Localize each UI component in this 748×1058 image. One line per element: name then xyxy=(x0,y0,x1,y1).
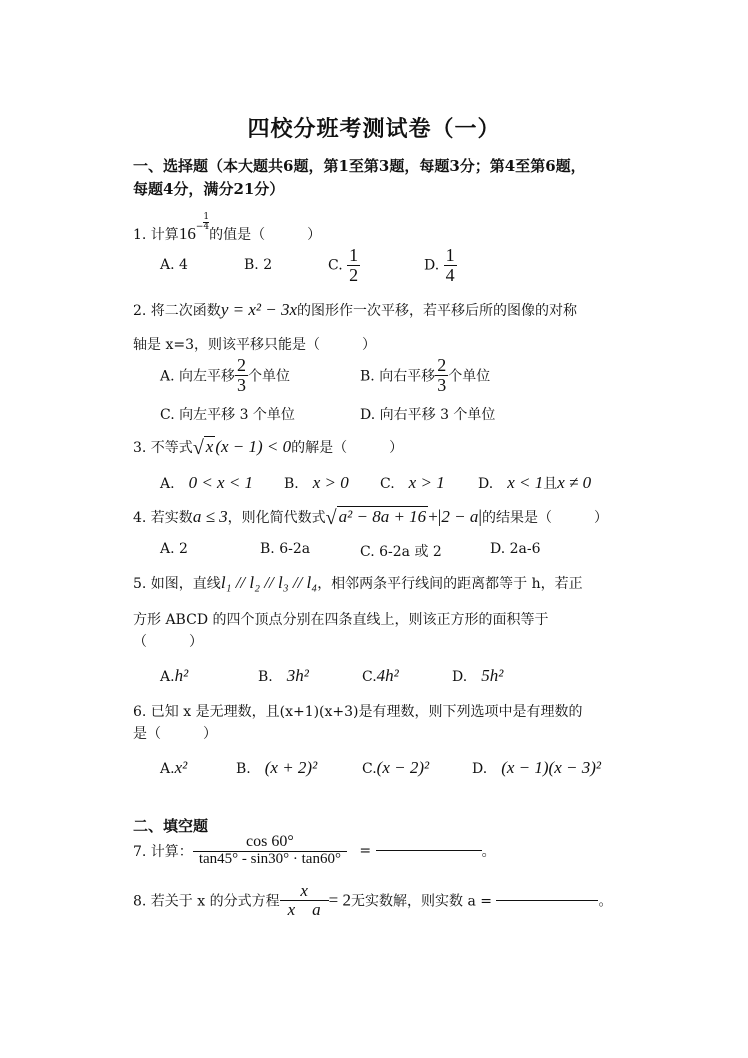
option-value-2: x ≠ 0 xyxy=(557,473,592,492)
frac-num: cos 60° xyxy=(193,834,347,852)
q2-option-b-pre: B. 向右平移 xyxy=(360,368,436,385)
question-6-line2: 是（ ） xyxy=(133,726,217,742)
option-label: B. xyxy=(284,476,299,492)
question-3 xyxy=(133,437,403,460)
q4-option-d: D. 2a-6 xyxy=(490,541,541,557)
q2-option-c: C. 向左平移 3 个单位 xyxy=(160,407,295,423)
option-label: A. xyxy=(160,669,175,685)
question-5 xyxy=(133,573,583,593)
question-4-mid: ，则化简代数式 xyxy=(227,510,326,526)
question-5-line3: （ ） xyxy=(133,634,203,650)
q3-option-c xyxy=(380,473,445,493)
option-label: D. xyxy=(452,669,468,685)
option-value: (x − 1)(x − 3)² xyxy=(501,758,601,777)
option-label: B. xyxy=(258,669,273,685)
q2-option-a-pre: A. 向左平移 xyxy=(160,368,236,385)
question-8 xyxy=(133,882,612,919)
q6-option-a xyxy=(160,758,187,778)
option-value: 4h² xyxy=(376,666,399,685)
q5-option-a xyxy=(160,666,188,686)
question-8-rhs: = 2 xyxy=(328,890,351,910)
question-8-mid: 无实数解，则实数 a = xyxy=(351,893,492,910)
exp-den: 4 xyxy=(203,222,210,232)
question-7-equals: = xyxy=(359,842,372,859)
option-label: C. xyxy=(362,761,377,777)
frac-den: 3 xyxy=(237,374,247,395)
option-value: 5h² xyxy=(481,666,504,685)
question-5-suffix: ，相邻两条平行线间的距离都等于 h，若正 xyxy=(317,576,583,592)
exp-sign: − xyxy=(195,222,204,232)
question-7-fraction xyxy=(193,834,347,868)
sqrt-radicand: x xyxy=(205,437,214,456)
option-label: A. xyxy=(160,476,175,492)
option-label: D. xyxy=(478,476,494,492)
q1-option-c xyxy=(328,246,360,285)
page-title: 四校分班考测试卷（一） xyxy=(247,116,501,142)
q1-option-d-label: D. xyxy=(424,257,440,274)
option-value-1: x < 1 xyxy=(507,473,544,492)
q1-option-c-label: C. xyxy=(328,257,343,274)
frac-num: 1 xyxy=(349,245,359,265)
q5-option-d xyxy=(452,666,503,686)
q2-option-b-post: 个单位 xyxy=(448,368,491,385)
q2-option-d: D. 向右平移 3 个单位 xyxy=(360,407,496,423)
question-2-prefix: 2. 将二次函数 xyxy=(133,303,221,319)
q2-option-b-fraction xyxy=(435,356,448,395)
question-8-prefix: 8. 若关于 x 的分式方程 xyxy=(133,893,280,910)
question-8-fraction xyxy=(280,882,329,919)
question-3-suffix: 的解是（ ） xyxy=(291,440,404,456)
q6-option-d xyxy=(472,758,601,778)
q5-option-b xyxy=(258,666,309,686)
question-4-suffix: 的结果是（ ） xyxy=(481,510,608,526)
option-label: D. xyxy=(472,761,488,777)
frac-den: tan45° - sin30° · tan60° xyxy=(198,850,341,867)
question-3-sqrt: √ x xyxy=(192,437,214,459)
option-value: x > 0 xyxy=(312,473,349,492)
question-1-suffix: 的值是（ ） xyxy=(209,227,322,243)
question-2-line2: 轴是 x=3，则该平移只能是（ ） xyxy=(133,337,376,353)
sqrt-radicand: a² − 8a + 16 xyxy=(338,507,427,526)
question-6: 6. 已知 x 是无理数，且(x+1)(x+3)是有理数，则下列选项中是有理数的 xyxy=(133,704,583,720)
question-3-prefix: 3. 不等式 xyxy=(133,440,193,456)
frac-den: 3 xyxy=(437,374,447,395)
question-7-end: 。 xyxy=(481,843,496,860)
question-1 xyxy=(133,213,321,248)
frac-num: x xyxy=(280,882,329,901)
q5-option-c xyxy=(362,666,399,686)
q3-option-a xyxy=(160,473,253,493)
frac-num: 2 xyxy=(237,355,247,375)
question-4-abs-expression: 2 − a xyxy=(441,507,479,526)
section-heading-choice: 一、选择题（本大题共6题，第1至第3题，每题3分；第4至第6题， xyxy=(133,157,586,175)
question-8-answer-blank[interactable] xyxy=(496,900,598,901)
option-value-and: 且 xyxy=(543,476,558,492)
option-value: h² xyxy=(174,666,189,685)
question-1-exponent xyxy=(196,213,209,232)
option-value: 3h² xyxy=(286,666,309,685)
q3-option-d xyxy=(478,473,591,493)
frac-den: 2 xyxy=(349,264,359,285)
q1-option-d-fraction xyxy=(444,246,457,285)
question-2-function: y = x² − 3x xyxy=(220,300,297,319)
section-heading-choice-line2: 每题4分，满分21分） xyxy=(133,180,285,198)
frac-den: 4 xyxy=(445,264,455,285)
question-2 xyxy=(133,300,577,320)
q2-option-a-post: 个单位 xyxy=(248,368,291,385)
q1-option-d xyxy=(424,246,457,285)
option-value: x > 1 xyxy=(408,473,445,492)
question-4-prefix: 4. 若实数 xyxy=(133,510,193,526)
question-1-base: 16 xyxy=(178,224,196,243)
q2-option-a xyxy=(160,356,290,395)
option-label: B. xyxy=(236,761,251,777)
question-4-sqrt: √ a² − 8a + 16 xyxy=(325,507,427,529)
exp-num: 1 xyxy=(203,212,210,222)
q3-option-b xyxy=(284,473,349,493)
frac-num: 1 xyxy=(445,245,455,265)
option-value: x² xyxy=(174,758,188,777)
q1-option-b: B. 2 xyxy=(244,257,273,273)
q4-option-b: B. 6-2a xyxy=(260,541,311,557)
q4-option-a: A. 2 xyxy=(160,541,188,557)
q6-option-b xyxy=(236,758,317,778)
question-7 xyxy=(133,834,496,868)
question-4-condition: a ≤ 3 xyxy=(192,507,228,526)
question-5-parallel-lines: l₁ // l₂ // l₃ // l₄ xyxy=(220,573,318,592)
question-5-line2: 方形 ABCD 的四个顶点分别在四条直线上，则该正方形的面积等于 xyxy=(133,612,549,628)
question-1-prefix: 1. 计算 xyxy=(133,227,179,243)
q1-option-c-fraction xyxy=(347,246,360,285)
q1-option-a: A. 4 xyxy=(160,257,188,273)
option-label: C. xyxy=(362,669,377,685)
option-value: 0 < x < 1 xyxy=(188,473,254,492)
question-4: 4. 若实数a ≤ 3，则化简代数式√ a² − 8a + 16 +|2 − a|的结果是（ ） xyxy=(133,506,608,529)
section-heading-fill: 二、填空题 xyxy=(133,817,209,835)
question-7-answer-blank[interactable] xyxy=(376,850,482,851)
frac-num: 2 xyxy=(437,355,447,375)
option-value: (x − 2)² xyxy=(376,758,430,777)
question-7-prefix: 7. 计算： xyxy=(133,843,193,860)
option-value: (x + 2)² xyxy=(264,758,318,777)
option-label: C. xyxy=(380,476,395,492)
q4-option-c: C. 6-2a 或 2 xyxy=(360,544,442,560)
q6-option-c xyxy=(362,758,429,778)
question-3-expression: (x − 1) < 0 xyxy=(215,437,292,456)
q2-option-b xyxy=(360,356,490,395)
question-2-suffix: 的图形作一次平移，若平移后所的图像的对称 xyxy=(297,303,577,319)
question-8-end: 。 xyxy=(598,893,613,910)
frac-den: x a xyxy=(287,899,321,919)
option-label: A. xyxy=(160,761,175,777)
question-5-prefix: 5. 如图，直线 xyxy=(133,576,221,592)
q2-option-a-fraction xyxy=(235,356,248,395)
